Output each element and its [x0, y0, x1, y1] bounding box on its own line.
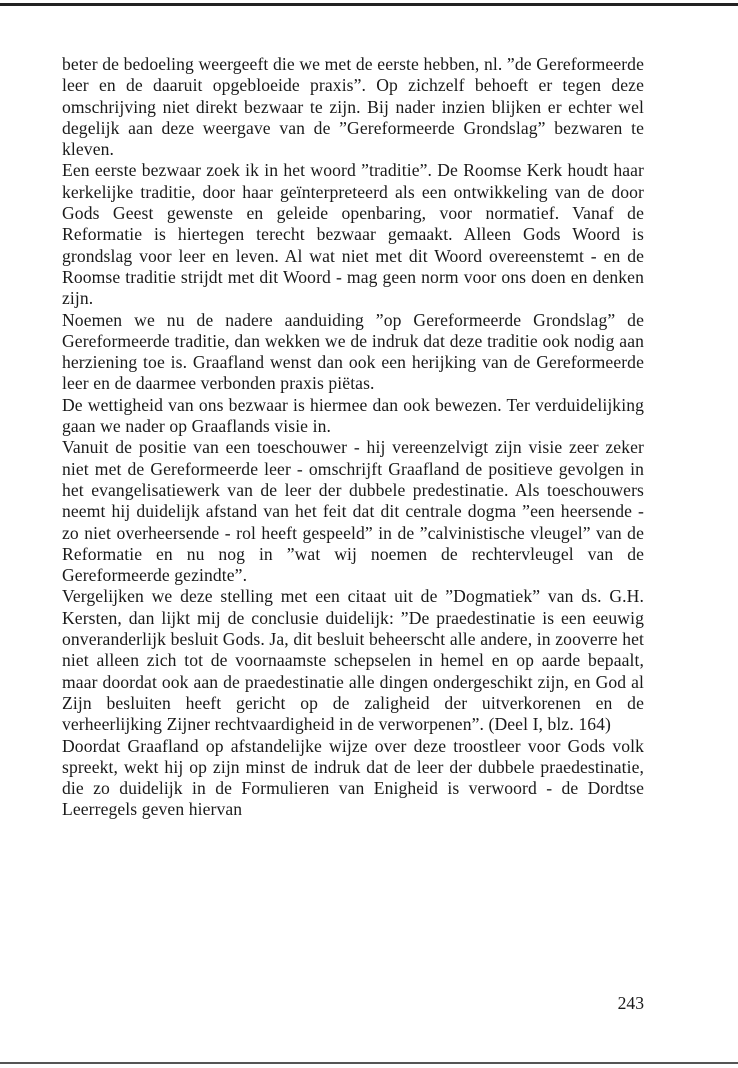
paragraph: De wettigheid van ons bezwaar is hiermee dan ook bewezen. Ter verduidelijking gaan we nader op Graaflands visie in. — [62, 394, 644, 437]
page-number: 243 — [617, 993, 644, 1013]
bottom-edge-rule — [0, 1062, 738, 1064]
paragraph: Doordat Graafland op afstandelijke wijze over deze troostleer voor Gods volk spreekt, wekt hij op zijn minst de indruk dat de leer der dubbele praedestinatie, die zo duidelijk in de Formulieren van Enigheid is verwoord - de Dordtse Leerregels geven hiervan — [62, 735, 644, 820]
paragraph: Een eerste bezwaar zoek ik in het woord ”traditie”. De Roomse Kerk houdt haar kerkelijke traditie, door haar geïnterpreteerd als een ontwikkeling van de door Gods Geest gewenste en geleide openbaring, voor normatief. Vanaf de Reformatie is hiertegen terecht bezwaar gemaakt. Alleen Gods Woord is grondslag voor leer en leven. Al wat niet met dit Woord overeenstemt - en de Roomse traditie strijdt met dit Woord - mag geen norm voor ons doen en denken zijn. — [62, 160, 644, 309]
paragraph: Noemen we nu de nadere aanduiding ”op Gereformeerde Grondslag” de Gereformeerde traditie, dan wekken we de indruk dat deze traditie ook nodig aan herziening toe is. Graafland wenst dan ook een herijking van de Gereformeerde leer en de daarmee verbonden praxis piëtas. — [62, 309, 644, 394]
paragraph: Vergelijken we deze stelling met een citaat uit de ”Dogmatiek” van ds. G.H. Kersten, dan lijkt mij de conclusie duidelijk: ”De praedestinatie is een eeuwig onveranderlijk besluit Gods. Ja, dit besluit beheerscht alle andere, in zooverre het niet alleen zich tot de voornaamste schepselen in hemel en op aarde bepaalt, maar doordat ook aan de praedestinatie alle dingen ondergeschikt zijn, en God al Zijn besluiten heeft gericht op de zaligheid der uitverkorenen en de verheerlijking Zijner rechtvaardigheid in de verworpenen”. (Deel I, blz. 164) — [62, 586, 644, 735]
paragraph: Vanuit de positie van een toeschouwer - hij vereenzelvigt zijn visie zeer zeker niet met de Gereformeerde leer - omschrijft Graafland de positieve gevolgen in het evangelisatiewerk van de leer der dubbele predestinatie. Als toeschouwers neemt hij duidelijk afstand van het feit dat dit centrale dogma ”een heersende - zo niet overheersende - rol heeft gespeeld” in de ”calvinistische vleugel” van de Reformatie en nu nog in ”wat wij noemen de rechtervleugel van de Gereformeerde gezindte”. — [62, 437, 644, 586]
paragraph: beter de bedoeling weergeeft die we met de eerste hebben, nl. ”de Gereformeerde leer en de daaruit opgebloeide praxis”. Op zichzelf behoeft er tegen deze omschrijving niet direkt bezwaar te zijn. Bij nader inzien blijken er echter wel degelijk aan deze weergave van de ”Gereformeerde Grondslag” bezwaren te kleven. — [62, 54, 644, 160]
top-edge-rule — [0, 3, 738, 6]
body-text — [62, 54, 644, 821]
